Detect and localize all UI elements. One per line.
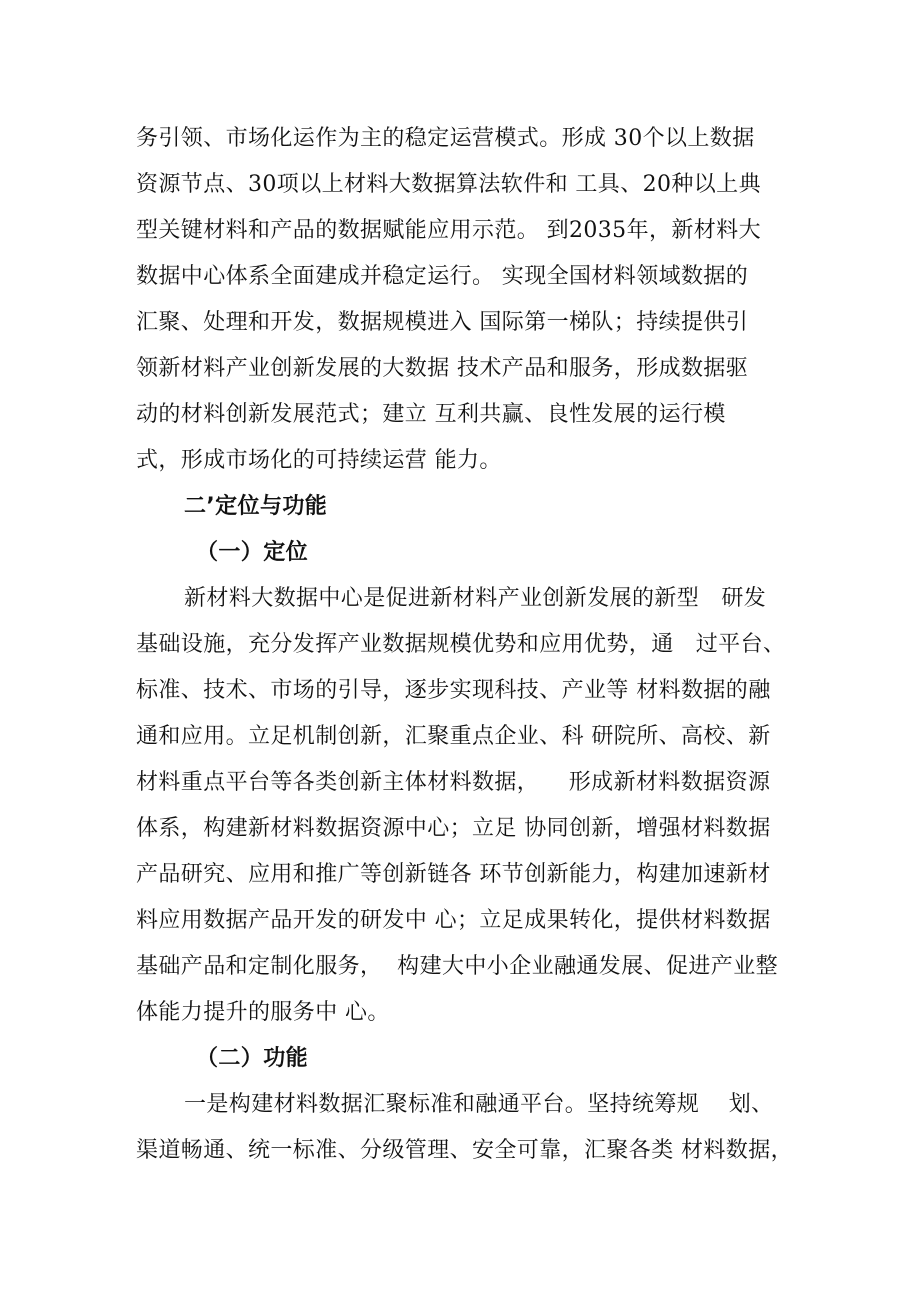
intro-line-7: 动的材料创新发展范式；建立 互利共赢、良性发展的运行模 — [136, 402, 726, 427]
intro-line-6: 领新材料产业创新发展的大数据 技术产品和服务，形成数据驱 — [136, 356, 749, 381]
subsection-heading-function: （二）功能 — [196, 1046, 309, 1071]
intro-line-1: 务引领、市场化运作为主的稳定运营模式。形成 30个以上数据 — [136, 126, 755, 151]
intro-line-4: 数据中心体系全面建成并稳定运行。 实现全国材料领域数据的 — [136, 264, 749, 289]
intro-line-3: 型关键材料和产品的数据赋能应用示范。 到2035年，新材料大 — [136, 218, 761, 243]
positioning-line-6: 体系，构建新材料数据资源中心；立足 协同创新，增强材料数据 — [136, 816, 771, 841]
intro-line-8: 式，形成市场化的可持续运营 能力。 — [136, 448, 502, 473]
subsection-heading-positioning: （一）定位 — [196, 540, 309, 565]
function-line-2: 渠道畅通、统一标准、分级管理、安全可靠，汇聚各类 材料数据， — [136, 1138, 793, 1163]
intro-line-5: 汇聚、处理和开发，数据规模进入 国际第一梯队；持续提供引 — [136, 310, 749, 335]
positioning-line-2: 基础设施，充分发挥产业数据规模优势和应用优势，通 过平台、 — [136, 632, 786, 657]
positioning-line-1: 新材料大数据中心是促进新材料产业创新发展的新型 研发 — [184, 586, 767, 611]
positioning-line-9: 基础产品和定制化服务， 构建大中小企业融通发展、促进产业整 — [136, 954, 778, 979]
intro-line-2: 资源节点、30项以上材料大数据算法软件和 工具、20种以上典 — [136, 172, 761, 197]
positioning-line-10: 体能力提升的服务中 心。 — [136, 1000, 390, 1025]
positioning-line-5: 材料重点平台等各类创新主体材料数据， 形成新材料数据资源 — [136, 770, 771, 795]
positioning-line-4: 通和应用。立足机制创新，汇聚重点企业、科 研院所、高校、新 — [136, 724, 771, 749]
positioning-line-8: 料应用数据产品开发的研发中 心；立足成果转化，提供材料数据 — [136, 908, 771, 933]
function-line-1: 一是构建材料数据汇聚标准和融通平台。坚持统筹规 划、 — [184, 1092, 774, 1117]
positioning-line-3: 标准、技术、市场的引导，逐步实现科技、产业等 材料数据的融 — [136, 678, 771, 703]
section-heading: 二’定位与功能 — [184, 494, 328, 519]
positioning-line-7: 产品研究、应用和推广等创新链各 环节创新能力，构建加速新材 — [136, 862, 771, 887]
